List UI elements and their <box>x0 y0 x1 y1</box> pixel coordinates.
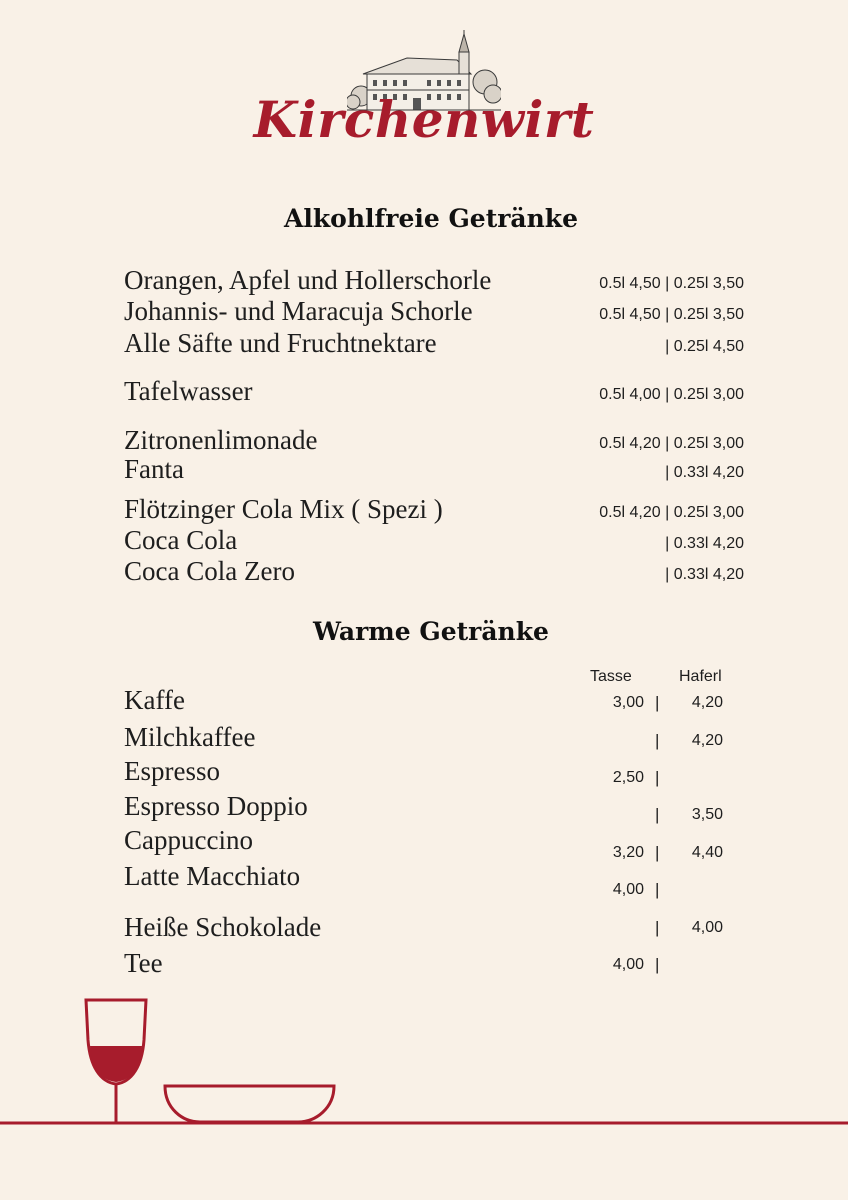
price-separator: | <box>655 805 660 824</box>
menu-item-name: Milchkaffee <box>124 722 256 752</box>
menu-item-price: 0.5l 4,20 | 0.25l 3,00 <box>599 435 744 452</box>
menu-item-name: Latte Macchiato <box>124 861 301 891</box>
menu-item-price: 0.5l 4,50 | 0.25l 3,50 <box>599 275 744 292</box>
menu-item-name: Orangen, Apfel und Hollerschorle <box>124 265 492 295</box>
menu-item-name: Flötzinger Cola Mix ( Spezi ) <box>124 494 443 524</box>
price-tasse: 2,50 <box>612 769 644 786</box>
menu-item-name: Heiße Schokolade <box>124 912 322 942</box>
price-separator: | <box>655 768 660 787</box>
menu-item-price: | 0.33l 4,20 <box>665 464 744 481</box>
menu-item-price: | 0.33l 4,20 <box>665 566 744 583</box>
price-separator: | <box>655 918 660 937</box>
menu-item-name: Alle Säfte und Fruchtnektare <box>124 328 437 358</box>
price-tasse: 4,00 <box>612 881 644 898</box>
menu-item-name: Kaffe <box>124 685 185 715</box>
menu-item-name: Espresso Doppio <box>124 791 308 821</box>
menu-item-name: Fanta <box>124 454 184 484</box>
menu-item-name: Espresso <box>124 756 220 786</box>
price-separator: | <box>655 843 660 862</box>
logo <box>0 26 848 156</box>
column-header-tasse: Tasse <box>590 668 632 685</box>
menu-item-price: 0.5l 4,50 | 0.25l 3,50 <box>599 306 744 323</box>
price-haferl: 4,20 <box>691 694 723 711</box>
menu-item-name: Zitronenlimonade <box>124 425 318 455</box>
bowl-icon <box>165 1086 334 1122</box>
price-separator: | <box>655 955 660 974</box>
table-decoration <box>0 990 848 1140</box>
menu-item-name: Johannis- und Maracuja Schorle <box>124 296 473 326</box>
section-title-warm-drinks: Warme Getränke <box>313 617 549 646</box>
menu-item-name: Tafelwasser <box>124 376 253 406</box>
brand-name: Kirchenwirt <box>253 90 595 149</box>
menu-item-name: Cappuccino <box>124 825 253 855</box>
price-tasse: 4,00 <box>612 956 644 973</box>
menu-item-name: Coca Cola <box>124 525 238 555</box>
price-separator: | <box>655 880 660 899</box>
menu-item-name: Coca Cola Zero <box>124 556 295 586</box>
menu-item-name: Tee <box>124 948 163 978</box>
price-haferl: 4,40 <box>691 844 723 861</box>
menu-item-price: 0.5l 4,20 | 0.25l 3,00 <box>599 504 744 521</box>
menu-item-price: | 0.33l 4,20 <box>665 535 744 552</box>
wine-glass-icon <box>86 1000 146 1122</box>
column-header-haferl: Haferl <box>679 668 722 685</box>
price-tasse: 3,00 <box>612 694 644 711</box>
price-haferl: 3,50 <box>691 806 723 823</box>
price-haferl: 4,20 <box>691 732 723 749</box>
section-title-cold-drinks: Alkohlfreie Getränke <box>283 204 579 233</box>
price-haferl: 4,00 <box>691 919 723 936</box>
menu-item-price: 0.5l 4,00 | 0.25l 3,00 <box>599 386 744 403</box>
price-separator: | <box>655 693 660 712</box>
menu-item-price: | 0.25l 4,50 <box>665 338 744 355</box>
price-separator: | <box>655 731 660 750</box>
price-tasse: 3,20 <box>612 844 644 861</box>
